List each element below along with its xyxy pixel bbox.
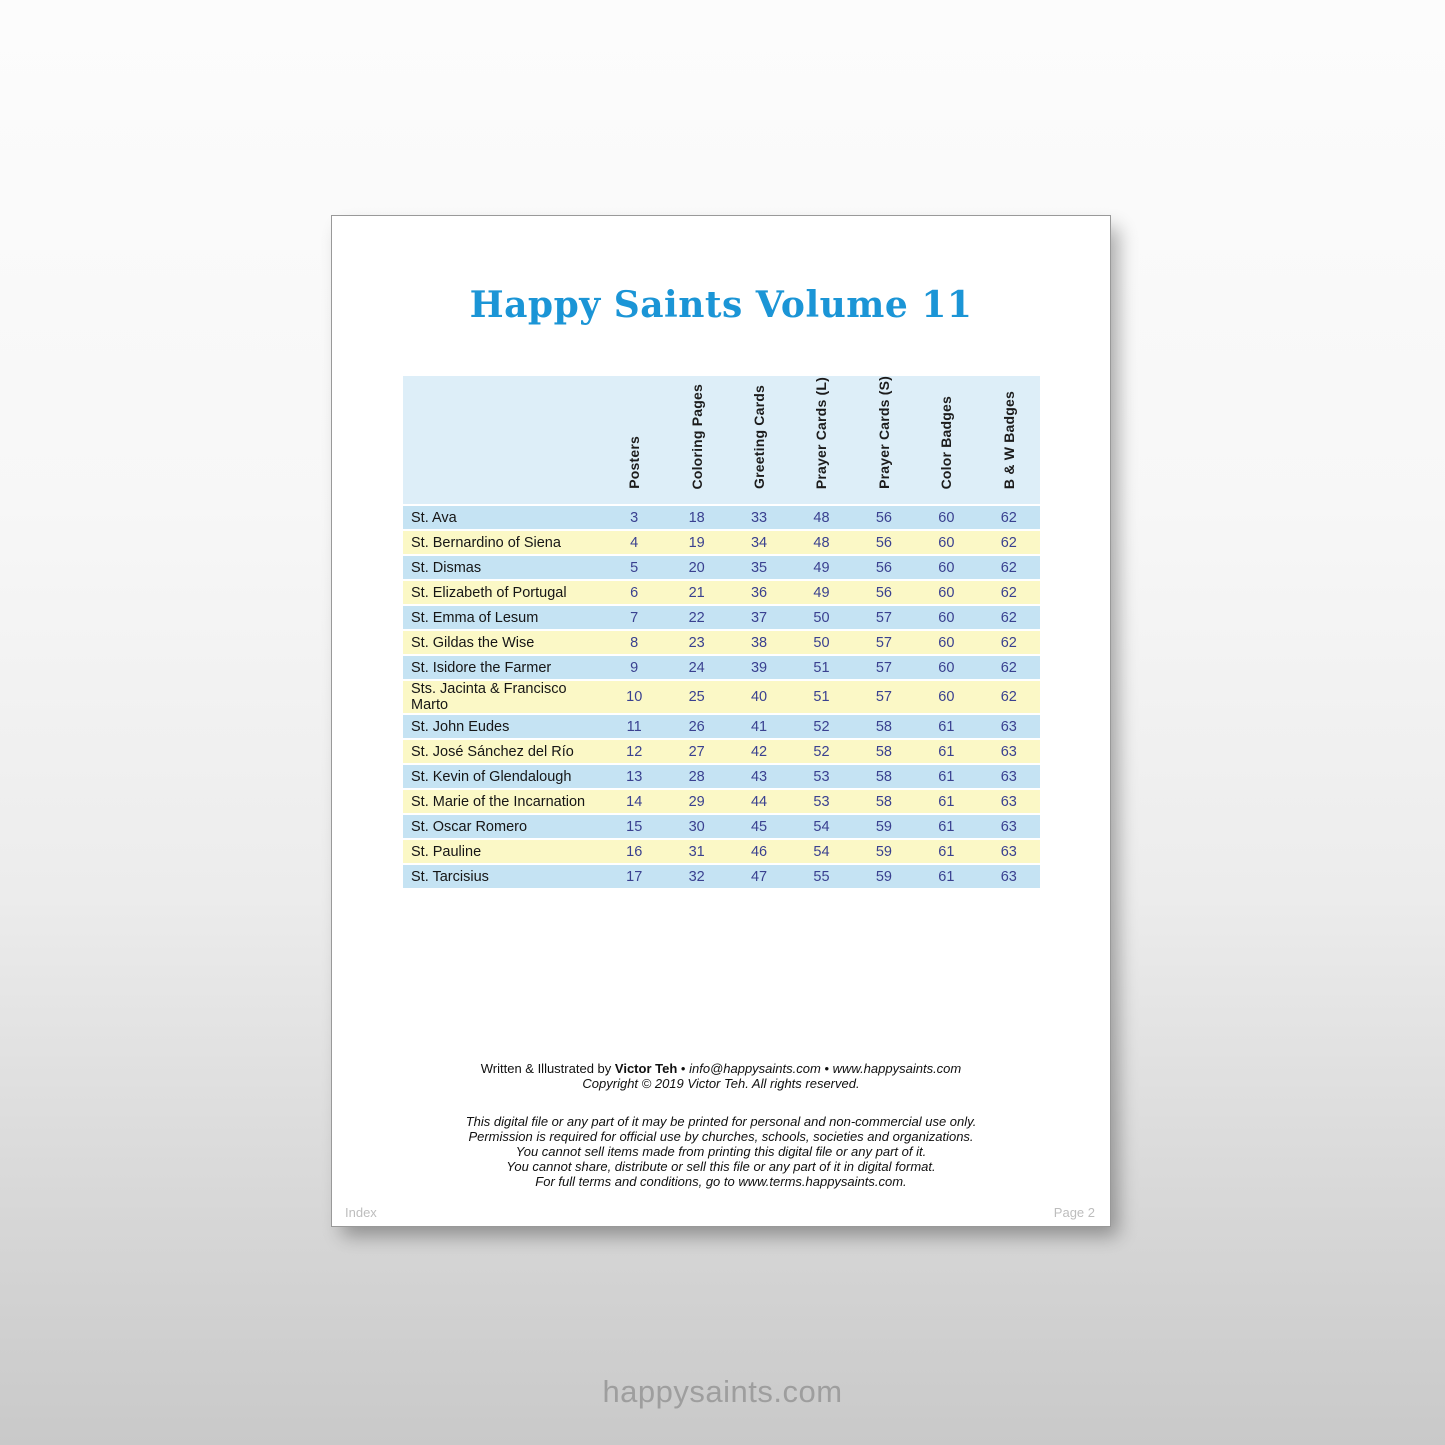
index-table [403, 374, 1040, 890]
page-number-cell: 40 [728, 681, 790, 713]
page-number-cell: 58 [853, 765, 915, 788]
table-row [403, 865, 1040, 888]
page-number-cell: 62 [978, 581, 1040, 604]
saint-name: St. Marie of the Incarnation [403, 790, 603, 813]
page-number-cell: 61 [915, 765, 977, 788]
table-row [403, 556, 1040, 579]
page-number-cell: 53 [790, 790, 852, 813]
column-header [915, 376, 977, 504]
page-number-cell: 32 [665, 865, 727, 888]
page-number-cell: 59 [853, 815, 915, 838]
page-number-cell: 44 [728, 790, 790, 813]
credits-website: www.happysaints.com [832, 1061, 962, 1076]
footer-section-label: Index [345, 1205, 377, 1220]
credits-line [332, 1061, 1110, 1076]
page-number-cell: 61 [915, 865, 977, 888]
page-number-cell: 25 [665, 681, 727, 713]
saint-name: St. Oscar Romero [403, 815, 603, 838]
page-number-cell: 62 [978, 681, 1040, 713]
credits-block [332, 1061, 1110, 1091]
page-number-cell: 51 [790, 656, 852, 679]
page-number-cell: 38 [728, 631, 790, 654]
page-number-cell: 57 [853, 631, 915, 654]
credits-email: info@happysaints.com [689, 1061, 821, 1076]
page-number-cell: 36 [728, 581, 790, 604]
table-row [403, 790, 1040, 813]
page-number-cell: 23 [665, 631, 727, 654]
page-number-cell: 43 [728, 765, 790, 788]
page-number-cell: 22 [665, 606, 727, 629]
table-row [403, 606, 1040, 629]
table-header-row [403, 376, 1040, 504]
table-row [403, 765, 1040, 788]
page-number-cell: 50 [790, 631, 852, 654]
table-body [403, 506, 1040, 888]
copyright-line [332, 1076, 1110, 1091]
terms-block [332, 1114, 1110, 1189]
site-watermark: happysaints.com [602, 1374, 843, 1409]
column-header-label: Prayer Cards (S) [875, 376, 892, 489]
page-number-cell: 63 [978, 790, 1040, 813]
saint-name: St. John Eudes [403, 715, 603, 738]
document-page [331, 215, 1111, 1227]
page-number-cell: 34 [728, 531, 790, 554]
column-header [665, 376, 727, 504]
page-number-cell: 62 [978, 656, 1040, 679]
page-number-cell: 8 [603, 631, 665, 654]
copyright-text: Copyright © 2019 Victor Teh. All rights reserved. [582, 1076, 860, 1091]
column-header [853, 376, 915, 504]
page-number-cell: 33 [728, 506, 790, 529]
bullet-separator: • [680, 1061, 686, 1076]
page-number-cell: 61 [915, 790, 977, 813]
page-number-cell: 5 [603, 556, 665, 579]
page-number-cell: 12 [603, 740, 665, 763]
page-number-cell: 49 [790, 581, 852, 604]
page-number-cell: 59 [853, 840, 915, 863]
column-header-label: Coloring Pages [688, 383, 705, 489]
page-number-cell: 62 [978, 606, 1040, 629]
saint-name-column-header [403, 376, 603, 504]
page-number-cell: 60 [915, 631, 977, 654]
saint-name: St. Dismas [403, 556, 603, 579]
terms-line: Permission is required for official use by churches, schools, societies and organizations. [468, 1129, 974, 1144]
page-number-cell: 28 [665, 765, 727, 788]
page-number-cell: 13 [603, 765, 665, 788]
saint-name: St. José Sánchez del Río [403, 740, 603, 763]
page-number-cell: 18 [665, 506, 727, 529]
bullet-separator: • [824, 1061, 829, 1076]
page-number-cell: 52 [790, 740, 852, 763]
saint-name: St. Elizabeth of Portugal [403, 581, 603, 604]
page-number-cell: 27 [665, 740, 727, 763]
page-number-cell: 10 [603, 681, 665, 713]
page-number-cell: 58 [853, 790, 915, 813]
page-number-cell: 60 [915, 531, 977, 554]
page-number-cell: 4 [603, 531, 665, 554]
page-number-cell: 6 [603, 581, 665, 604]
page-number-cell: 54 [790, 815, 852, 838]
page-number-cell: 49 [790, 556, 852, 579]
page-number-cell: 14 [603, 790, 665, 813]
page-number-cell: 30 [665, 815, 727, 838]
page-number-cell: 11 [603, 715, 665, 738]
table-row [403, 506, 1040, 529]
page-number-cell: 60 [915, 506, 977, 529]
terms-line: This digital file or any part of it may be printed for personal and non-commercial use only. [465, 1114, 977, 1129]
page-number-cell: 51 [790, 681, 852, 713]
page-number-cell: 54 [790, 840, 852, 863]
column-header-label: B & W Badges [1000, 390, 1017, 489]
page-number-cell: 62 [978, 506, 1040, 529]
column-header [790, 376, 852, 504]
page-number-cell: 60 [915, 681, 977, 713]
column-header-label: Color Badges [938, 395, 955, 489]
page-number-cell: 48 [790, 531, 852, 554]
saint-name: St. Pauline [403, 840, 603, 863]
page-number-cell: 53 [790, 765, 852, 788]
terms-line: For full terms and conditions, go to www.terms.happysaints.com. [535, 1174, 907, 1189]
page-number-cell: 57 [853, 606, 915, 629]
page-number-cell: 58 [853, 715, 915, 738]
footer-page-number: Page 2 [1053, 1205, 1095, 1220]
saint-name: St. Bernardino of Siena [403, 531, 603, 554]
page-number-cell: 57 [853, 656, 915, 679]
page-number-cell: 56 [853, 581, 915, 604]
saint-name: St. Isidore the Farmer [403, 656, 603, 679]
table-row [403, 531, 1040, 554]
page-title: Happy Saints Volume 11 [469, 284, 973, 326]
page-number-cell: 3 [603, 506, 665, 529]
page-number-cell: 48 [790, 506, 852, 529]
column-header [728, 376, 790, 504]
page-number-cell: 26 [665, 715, 727, 738]
page-number-cell: 9 [603, 656, 665, 679]
page-number-cell: 46 [728, 840, 790, 863]
page-number-cell: 63 [978, 715, 1040, 738]
page-number-cell: 57 [853, 681, 915, 713]
page-number-cell: 56 [853, 531, 915, 554]
page-number-cell: 21 [665, 581, 727, 604]
saint-name: St. Ava [403, 506, 603, 529]
table-row [403, 740, 1040, 763]
page-number-cell: 39 [728, 656, 790, 679]
page-number-cell: 61 [915, 815, 977, 838]
page-number-cell: 52 [790, 715, 852, 738]
table-row [403, 631, 1040, 654]
saint-name: Sts. Jacinta & Francisco Marto [403, 681, 603, 713]
terms-line: You cannot share, distribute or sell this file or any part of it in digital format. [506, 1159, 936, 1174]
page-number-cell: 63 [978, 740, 1040, 763]
page-number-cell: 35 [728, 556, 790, 579]
page-number-cell: 56 [853, 556, 915, 579]
page-number-cell: 41 [728, 715, 790, 738]
table-row [403, 840, 1040, 863]
page-number-cell: 56 [853, 506, 915, 529]
column-header-label: Posters [626, 436, 643, 489]
page-number-cell: 50 [790, 606, 852, 629]
page-number-cell: 29 [665, 790, 727, 813]
page-number-cell: 55 [790, 865, 852, 888]
page-number-cell: 42 [728, 740, 790, 763]
page-number-cell: 63 [978, 815, 1040, 838]
page-number-cell: 60 [915, 656, 977, 679]
page-number-cell: 47 [728, 865, 790, 888]
saints-index-table [403, 374, 1040, 890]
page-number-cell: 59 [853, 865, 915, 888]
page-number-cell: 60 [915, 556, 977, 579]
page-number-cell: 62 [978, 531, 1040, 554]
saint-name: St. Tarcisius [403, 865, 603, 888]
table-row [403, 715, 1040, 738]
column-header-label: Greeting Cards [751, 385, 768, 489]
page-number-cell: 37 [728, 606, 790, 629]
page-number-cell: 58 [853, 740, 915, 763]
page-number-cell: 63 [978, 865, 1040, 888]
page-number-cell: 60 [915, 606, 977, 629]
page-number-cell: 63 [978, 840, 1040, 863]
terms-line: You cannot sell items made from printing this digital file or any part of it. [515, 1144, 927, 1159]
table-row [403, 656, 1040, 679]
saint-name: St. Kevin of Glendalough [403, 765, 603, 788]
page-number-cell: 20 [665, 556, 727, 579]
table-row [403, 581, 1040, 604]
page-number-cell: 62 [978, 631, 1040, 654]
page-number-cell: 7 [603, 606, 665, 629]
table-header [403, 376, 1040, 504]
credits-written-by: Written & Illustrated by [480, 1061, 612, 1076]
table-row [403, 815, 1040, 838]
page-number-cell: 61 [915, 840, 977, 863]
page-number-cell: 31 [665, 840, 727, 863]
page-number-cell: 62 [978, 556, 1040, 579]
saint-name: St. Emma of Lesum [403, 606, 603, 629]
column-header [603, 376, 665, 504]
page-number-cell: 61 [915, 740, 977, 763]
column-header-label: Prayer Cards (L) [813, 376, 830, 489]
saint-name: St. Gildas the Wise [403, 631, 603, 654]
column-header [978, 376, 1040, 504]
page-number-cell: 24 [665, 656, 727, 679]
page-footer-bar [345, 1205, 1095, 1220]
page-number-cell: 63 [978, 765, 1040, 788]
page-number-cell: 19 [665, 531, 727, 554]
page-number-cell: 45 [728, 815, 790, 838]
page-number-cell: 61 [915, 715, 977, 738]
page-number-cell: 16 [603, 840, 665, 863]
credits-author: Victor Teh [614, 1061, 678, 1076]
table-row [403, 681, 1040, 713]
page-number-cell: 15 [603, 815, 665, 838]
page-number-cell: 17 [603, 865, 665, 888]
page-number-cell: 60 [915, 581, 977, 604]
